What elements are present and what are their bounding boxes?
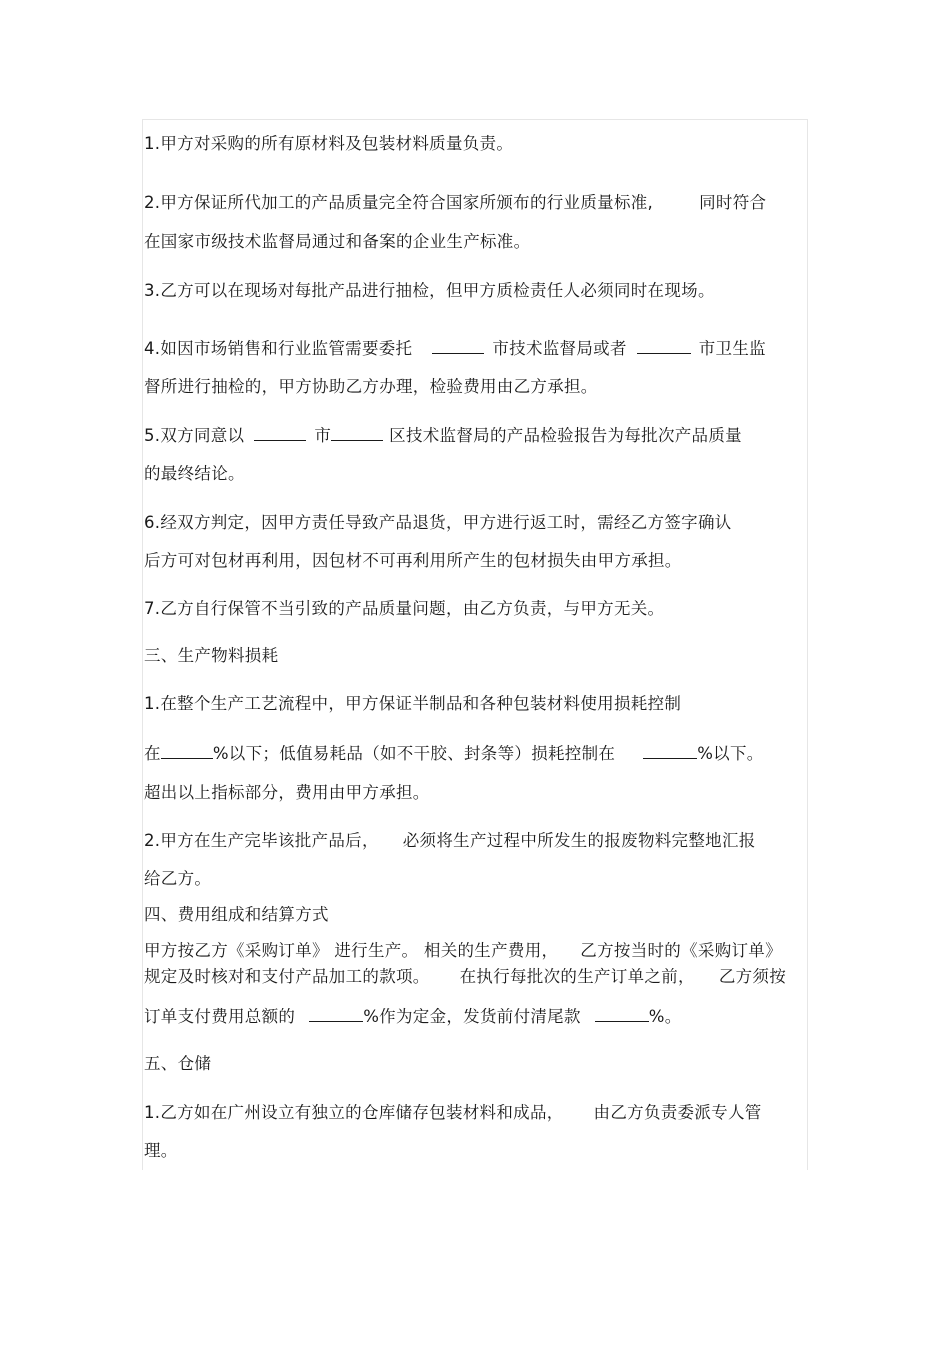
clause-5-text: 5.双方同意以 — [144, 426, 245, 445]
blank-city-3[interactable] — [254, 427, 306, 441]
section-3-item-2-text-tail: 必须将生产过程中所发生的报废物料完整地汇报 — [402, 831, 756, 850]
section-3-heading — [144, 645, 278, 667]
section-4-para-line-3 — [144, 1006, 682, 1028]
section-3-item-2-text: 2.甲方在生产完毕该批产品后， — [144, 831, 379, 850]
section-3-item-1-text-tail: %以下。 — [697, 744, 764, 763]
clause-4-text: 4.如因市场销售和行业监管需要委托 — [144, 339, 413, 358]
clause-5-text-mid: 市 — [314, 426, 332, 445]
clause-5-text-tail: 区技术监督局的产品检验报告为每批次产品质量 — [389, 426, 742, 445]
section-3-item-2-line-1 — [144, 830, 756, 852]
clause-4-line-2 — [144, 376, 598, 398]
section-3-item-1-line-2 — [144, 743, 764, 765]
section-5-title: 五、仓储 — [144, 1054, 212, 1073]
clause-5-line-2 — [144, 463, 245, 485]
clause-4-line-1 — [144, 338, 766, 360]
section-5-heading — [144, 1053, 211, 1075]
clause-2-text-tail: 同时符合 — [699, 193, 767, 212]
clause-5-continuation: 的最终结论。 — [144, 464, 245, 483]
clause-4-continuation: 督所进行抽检的，甲方协助乙方办理，检验费用由乙方承担。 — [144, 377, 598, 396]
clause-4-text-mid: 市技术监督局或者 — [492, 339, 627, 358]
section-4-text-3: 订单支付费用总额的 — [144, 1007, 296, 1026]
clause-2-line-1 — [144, 192, 766, 214]
blank-loss-percent-2[interactable] — [643, 745, 697, 759]
section-4-para-line-2 — [144, 966, 786, 988]
blank-balance-percent[interactable] — [595, 1008, 649, 1022]
section-5-item-1-line-2 — [144, 1140, 178, 1162]
clause-7-text: 7.乙方自行保管不当引致的产品质量问题，由乙方负责，与甲方无关。 — [144, 599, 665, 618]
section-5-item-1-text-tail: 由乙方负责委派专人管 — [593, 1103, 762, 1122]
section-4-heading — [144, 904, 329, 926]
section-4-para-line-1 — [144, 940, 782, 962]
section-3-item-2-line-2 — [144, 868, 211, 890]
section-5-item-1-line-1 — [144, 1102, 762, 1124]
clause-2-line-2 — [144, 231, 530, 253]
clause-5-line-1 — [144, 425, 742, 447]
section-4-title: 四、费用组成和结算方式 — [144, 905, 329, 924]
section-4-text-3-tail: %。 — [648, 1007, 682, 1026]
blank-deposit-percent[interactable] — [309, 1008, 363, 1022]
clause-1 — [144, 133, 513, 155]
clause-3-text: 3.乙方可以在现场对每批产品进行抽检，但甲方质检责任人必须同时在现场。 — [144, 281, 715, 300]
section-3-item-2-continuation: 给乙方。 — [144, 869, 212, 888]
section-3-item-1-text: 1.在整个生产工艺流程中，甲方保证半制品和各种包装材料使用损耗控制 — [144, 694, 682, 713]
clause-6-continuation: 后方可对包材再利用，因包材不可再利用所产生的包材损失由甲方承担。 — [144, 551, 682, 570]
section-3-item-1-line-1 — [144, 693, 681, 715]
section-3-item-1-line-3 — [144, 782, 430, 804]
blank-city-1[interactable] — [432, 340, 484, 354]
section-4-text-2-tail: 乙方须按 — [718, 967, 787, 986]
section-5-item-1-text: 1.乙方如在广州设立有独立的仓库储存包装材料和成品， — [144, 1103, 564, 1122]
section-4-text-2: 规定及时核对和支付产品加工的款项。 — [144, 967, 430, 986]
section-4-text-2-mid: 在执行每批次的生产订单之前， — [459, 967, 695, 986]
clause-6-line-1 — [144, 512, 732, 534]
section-4-text: 甲方按乙方《采购订单》 进行生产。 相关的生产费用， — [144, 941, 559, 960]
blank-city-2[interactable] — [637, 340, 691, 354]
section-3-item-1-text-start: 在 — [144, 744, 161, 763]
clause-3 — [144, 280, 715, 302]
clause-6-line-2 — [144, 550, 682, 572]
blank-district[interactable] — [331, 427, 383, 441]
section-3-item-1-continuation: 超出以上指标部分，费用由甲方承担。 — [144, 783, 430, 802]
clause-6-text: 6.经双方判定，因甲方责任导致产品退货，甲方进行返工时，需经乙方签字确认 — [144, 513, 732, 532]
clause-1-text: 1.甲方对采购的所有原材料及包装材料质量负责。 — [144, 134, 514, 153]
section-3-title: 三、生产物料损耗 — [144, 646, 279, 665]
clause-4-text-tail: 市卫生监 — [698, 339, 766, 358]
clause-2-text: 2.甲方保证所代加工的产品质量完全符合国家所颁布的行业质量标准, — [144, 193, 654, 212]
clause-7 — [144, 598, 664, 620]
section-3-item-1-text-mid: %以下；低值易耗品（如不干胶、封条等）损耗控制在 — [212, 744, 616, 763]
section-4-text-3-mid: %作为定金，发货前付清尾款 — [363, 1007, 581, 1026]
clause-2-continuation: 在国家市级技术监督局通过和备案的企业生产标准。 — [144, 232, 531, 251]
blank-loss-percent-1[interactable] — [161, 745, 213, 759]
section-5-item-1-continuation: 理。 — [144, 1141, 178, 1160]
section-4-text-tail: 乙方按当时的《采购订单》 — [580, 941, 782, 960]
